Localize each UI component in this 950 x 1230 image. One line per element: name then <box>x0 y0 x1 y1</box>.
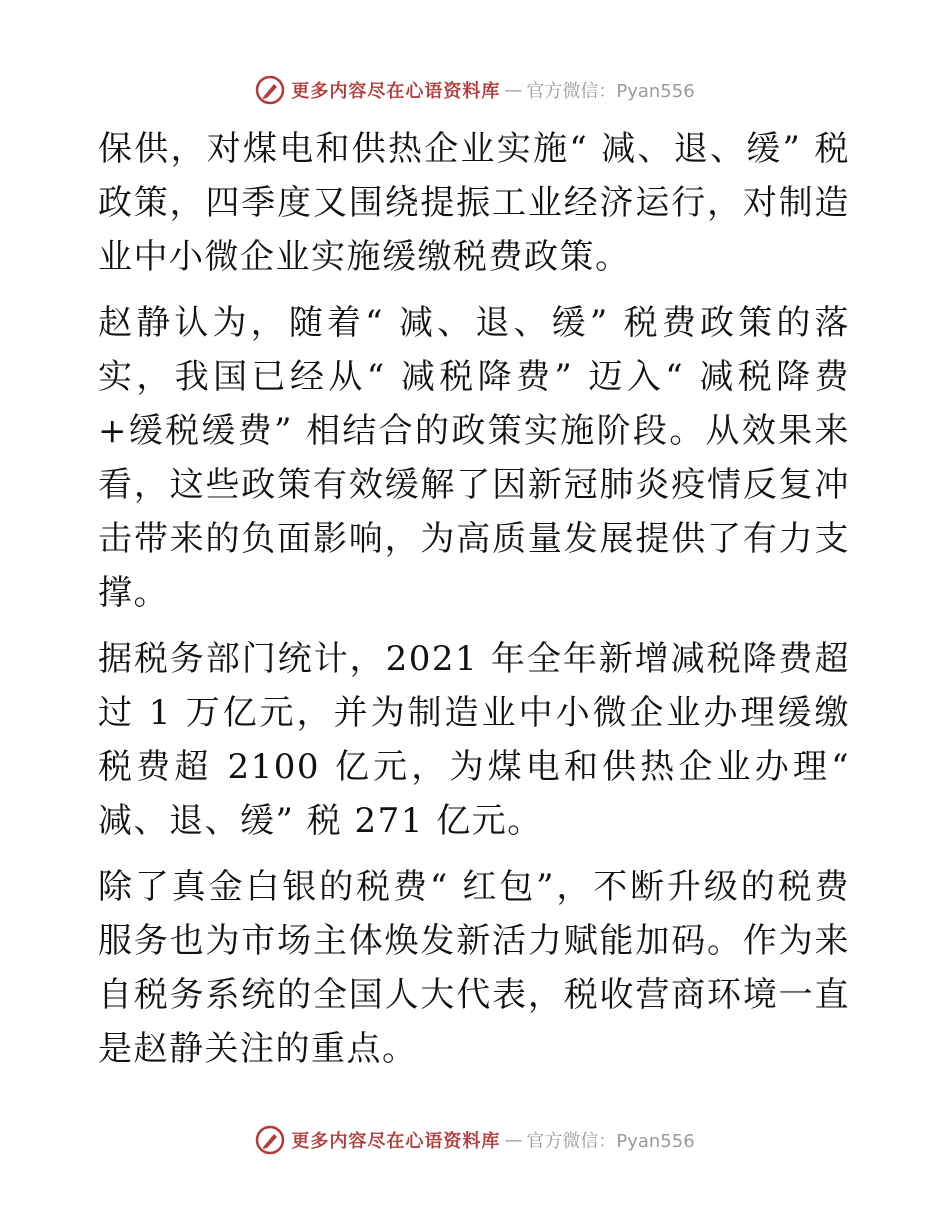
paragraph-2: 赵静认为，随着“ 减、退、缓” 税费政策的落实，我国已经从“ 减税降费” 迈入“ 减税降费+缓税缓费” 相结合的政策实施阶段。从效果来看，这些政策有效缓解了因新冠肺炎疫情反复冲击带来的负面影响，为高质量发展提供了有力支撑。 <box>98 303 850 613</box>
paragraph-1: 保供，对煤电和供热企业实施“ 减、退、缓” 税政策，四季度又围绕提振工业经济运行，对制造业中小微企业实施缓缴税费政策。 <box>98 129 850 277</box>
paragraph-4: 除了真金白银的税费“ 红包”，不断升级的税费服务也为市场主体焕发新活力赋能加码。作为来自税务系统的全国人大代表，税收营商环境一直是赵静关注的重点。 <box>98 867 850 1069</box>
document-body <box>98 122 850 1088</box>
header-watermark <box>0 70 950 110</box>
footer-watermark <box>0 1120 950 1160</box>
watermark-site-text: 更多内容尽在心语资料库 <box>291 1131 501 1152</box>
quill-seal-icon <box>255 75 285 105</box>
watermark-separator: — <box>504 79 523 101</box>
quill-seal-icon <box>255 1125 285 1155</box>
watermark-separator: — <box>504 1129 523 1151</box>
watermark-wechat-text: 官方微信：Pyan556 <box>526 1131 695 1152</box>
paragraph-3: 据税务部门统计，2021 年全年新增减税降费超过 1 万亿元，并为制造业中小微企业办理缓缴税费超 2100 亿元，为煤电和供热企业办理“ 减、退、缓” 税 271 亿元。 <box>98 639 850 841</box>
watermark-wechat-text: 官方微信：Pyan556 <box>526 81 695 102</box>
watermark-site-text: 更多内容尽在心语资料库 <box>291 81 501 102</box>
